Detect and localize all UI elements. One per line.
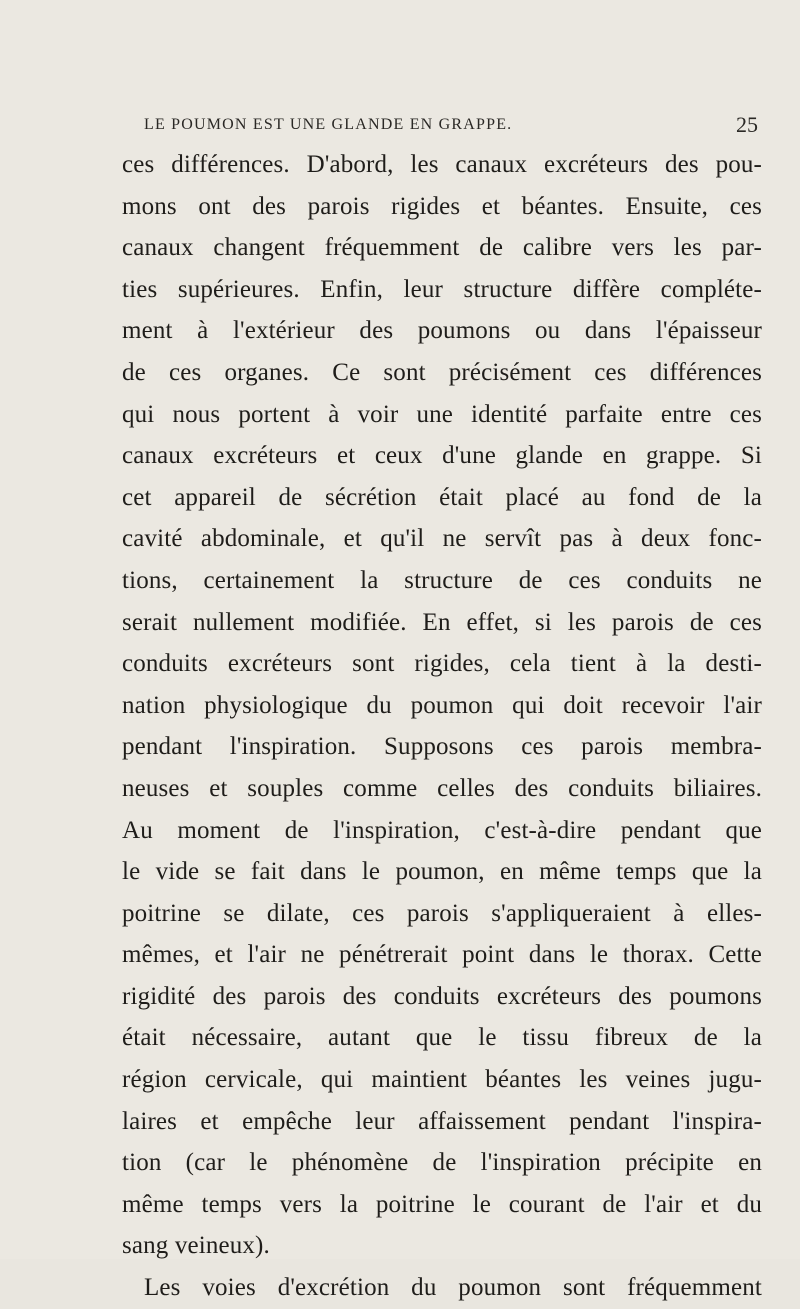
text-line: laires et empêche leur affaissement pendant l'inspira- xyxy=(122,1107,762,1135)
text-line: était nécessaire, autant que le tissu fibreux de la xyxy=(122,1024,762,1052)
text-line: ment à l'extérieur des poumons ou dans l'épaisseur xyxy=(122,317,762,345)
text-line: pendant l'inspiration. Supposons ces parois membra- xyxy=(122,733,762,761)
text-line: le vide se fait dans le poumon, en même temps que la xyxy=(122,858,762,886)
text-line-paragraph-end: sang veineux). xyxy=(122,1232,270,1260)
text-line: région cervicale, qui maintient béantes les veines jugu- xyxy=(122,1066,762,1094)
running-title: LE POUMON EST UNE GLANDE EN GRAPPE. xyxy=(144,116,513,133)
text-line: qui nous portent à voir une identité parfaite entre ces xyxy=(122,400,762,428)
page-number: 25 xyxy=(736,112,758,137)
text-line: tion (car le phénomène de l'inspiration précipite en xyxy=(122,1149,762,1177)
text-line: serait nullement modifiée. En effet, si les parois de ces xyxy=(122,608,762,636)
body-text xyxy=(122,144,762,1309)
text-line: canaux excréteurs et ceux d'une glande en grappe. Si xyxy=(122,442,762,470)
text-line: mêmes, et l'air ne pénétrerait point dans le thorax. Cette xyxy=(122,941,762,969)
text-line: ties supérieures. Enfin, leur structure diffère compléte- xyxy=(122,275,762,303)
text-line: mons ont des parois rigides et béantes. Ensuite, ces xyxy=(122,192,762,220)
page-header xyxy=(122,112,762,142)
text-line: poitrine se dilate, ces parois s'appliqueraient à elles- xyxy=(122,899,762,927)
text-line: ces différences. D'abord, les canaux excréteurs des pou- xyxy=(122,151,762,178)
text-line: canaux changent fréquemment de calibre vers les par- xyxy=(122,234,762,262)
text-line: même temps vers la poitrine le courant de l'air et du xyxy=(122,1190,762,1218)
text-line: cavité abdominale, et qu'il ne servît pas à deux fonc- xyxy=(122,525,762,553)
text-line-paragraph-start: Les voies d'excrétion du poumon sont fréquemment xyxy=(144,1274,762,1302)
text-line: de ces organes. Ce sont précisément ces différences xyxy=(122,358,762,386)
text-line: neuses et souples comme celles des conduits biliaires. xyxy=(122,774,762,802)
text-line: rigidité des parois des conduits excréteurs des poumons xyxy=(122,982,762,1010)
text-line: tions, certainement la structure de ces conduits ne xyxy=(122,566,762,594)
text-line: nation physiologique du poumon qui doit recevoir l'air xyxy=(122,691,762,719)
text-line: Au moment de l'inspiration, c'est-à-dire pendant que xyxy=(122,816,762,844)
text-line: cet appareil de sécrétion était placé au fond de la xyxy=(122,483,762,511)
text-line: conduits excréteurs sont rigides, cela tient à la desti- xyxy=(122,650,762,678)
